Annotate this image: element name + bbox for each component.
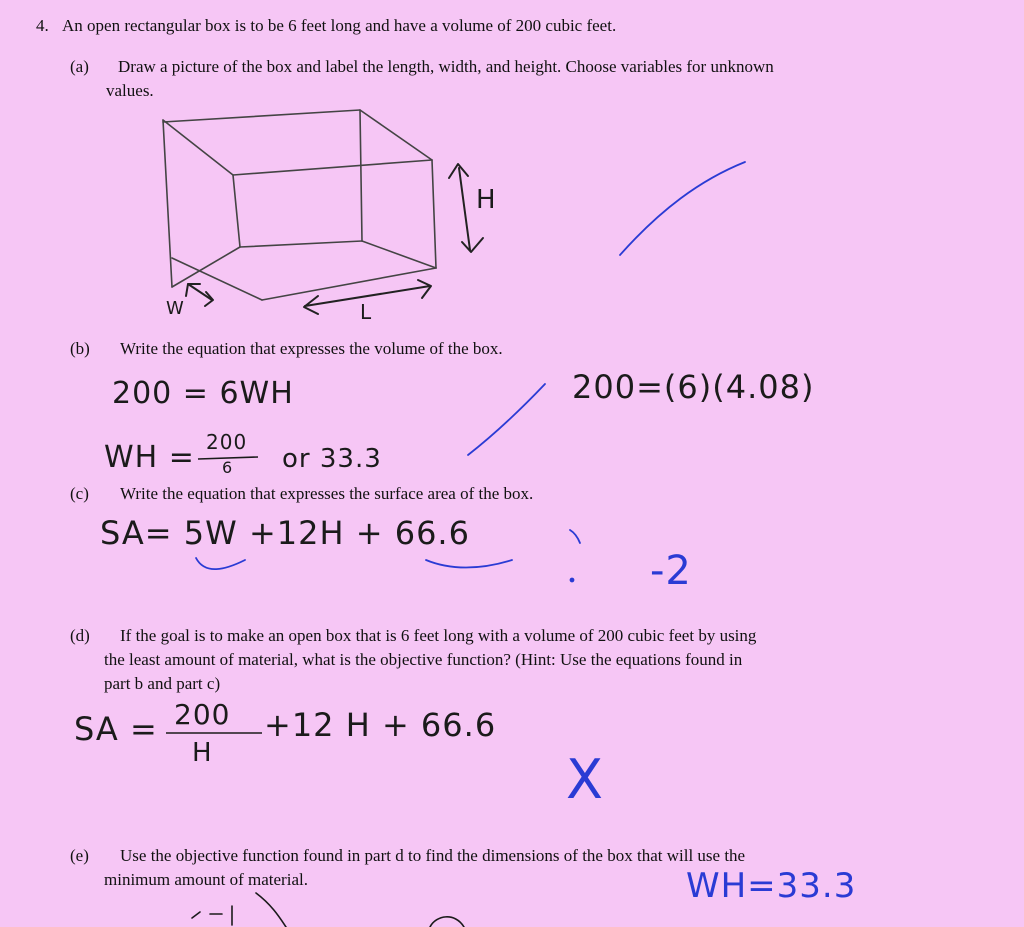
width-arrow-head-right bbox=[205, 292, 213, 306]
wrong-mark: X bbox=[566, 748, 604, 811]
wh-denominator: 6 bbox=[222, 458, 234, 477]
length-arrow-head-left bbox=[304, 296, 318, 314]
part-e-text-line2: minimum amount of material. bbox=[104, 870, 308, 889]
width-arrow-head-left bbox=[186, 284, 200, 296]
part-a-text-line2: values. bbox=[106, 81, 154, 100]
box-top-front-edge bbox=[233, 160, 432, 175]
part-a-label: (a) bbox=[70, 57, 89, 76]
check-mark-b bbox=[468, 384, 545, 455]
part-d-text-line2: the least amount of material, what is the objective function? (Hint: Use the equations found in bbox=[104, 650, 743, 669]
height-arrow-head-up bbox=[449, 164, 468, 178]
part-e-text-line1: Use the objective function found in part d to find the dimensions of the box that will use the bbox=[120, 846, 746, 865]
diagram-label-height: H bbox=[476, 185, 497, 215]
surface-area-equation: SA= 5W +12H + 66.6 bbox=[100, 514, 470, 552]
box-bottom-left-edge bbox=[172, 247, 240, 287]
dot-c bbox=[571, 579, 574, 582]
height-arrow-line bbox=[459, 168, 470, 250]
score-deduction: -2 bbox=[650, 548, 692, 594]
box-right-back-edge bbox=[360, 110, 362, 241]
problem-statement: An open rectangular box is to be 6 feet long and have a volume of 200 cubic feet. bbox=[62, 16, 617, 35]
part-c-text: Write the equation that expresses the surface area of the box. bbox=[120, 484, 534, 503]
objective-denominator: H bbox=[192, 738, 213, 768]
wh-lhs: WH = bbox=[104, 440, 195, 475]
tick-c bbox=[570, 530, 580, 543]
bottom-stroke-1 bbox=[192, 912, 200, 918]
problem-number: 4. bbox=[36, 16, 49, 35]
bottom-stroke-4 bbox=[256, 893, 286, 927]
part-b-text: Write the equation that expresses the volume of the box. bbox=[120, 339, 503, 358]
height-arrow-head-down bbox=[462, 238, 483, 252]
width-arrow-line bbox=[188, 284, 212, 300]
box-bottom-right-edge bbox=[362, 241, 436, 268]
box-bottom-front-left bbox=[172, 258, 262, 300]
check-mark-a bbox=[620, 162, 745, 255]
box-top-back-edge bbox=[163, 110, 360, 122]
wh-alternate: or 33.3 bbox=[282, 444, 382, 474]
part-d-text-line3: part b and part c) bbox=[104, 674, 221, 693]
objective-lhs: SA = bbox=[74, 710, 158, 748]
box-inner-vertical bbox=[233, 175, 240, 247]
box-front-left-edge bbox=[163, 120, 172, 287]
wh-numerator: 200 bbox=[206, 430, 248, 454]
part-d-label: (d) bbox=[70, 626, 90, 645]
wh-result: WH=33.3 bbox=[686, 866, 857, 906]
bottom-stroke-5 bbox=[430, 917, 464, 927]
box-bottom-front-edge bbox=[262, 268, 436, 300]
diagram-label-width: W bbox=[166, 298, 185, 319]
part-e-label: (e) bbox=[70, 846, 89, 865]
objective-numerator: 200 bbox=[174, 698, 231, 731]
box-right-front-edge bbox=[432, 160, 436, 268]
diagram-label-length: L bbox=[360, 300, 373, 324]
part-c-label: (c) bbox=[70, 484, 89, 503]
volume-equation: 200 = 6WH bbox=[112, 376, 294, 411]
box-top-left-diagonal bbox=[163, 120, 233, 175]
length-arrow-head-right bbox=[418, 280, 431, 298]
box-bottom-back-edge bbox=[240, 241, 362, 247]
part-d-text-line1: If the goal is to make an open box that is 6 feet long with a volume of 200 cubic feet by using bbox=[120, 626, 757, 645]
box-top-right-diagonal bbox=[360, 110, 432, 160]
objective-rest: +12 H + 66.6 bbox=[264, 706, 497, 744]
underline-5w bbox=[196, 558, 245, 569]
part-b-label: (b) bbox=[70, 339, 90, 358]
part-a-text-line1: Draw a picture of the box and label the length, width, and height. Choose variables for unknown bbox=[118, 57, 774, 76]
volume-check: 200=(6)(4.08) bbox=[572, 368, 815, 406]
underline-66 bbox=[426, 560, 512, 568]
